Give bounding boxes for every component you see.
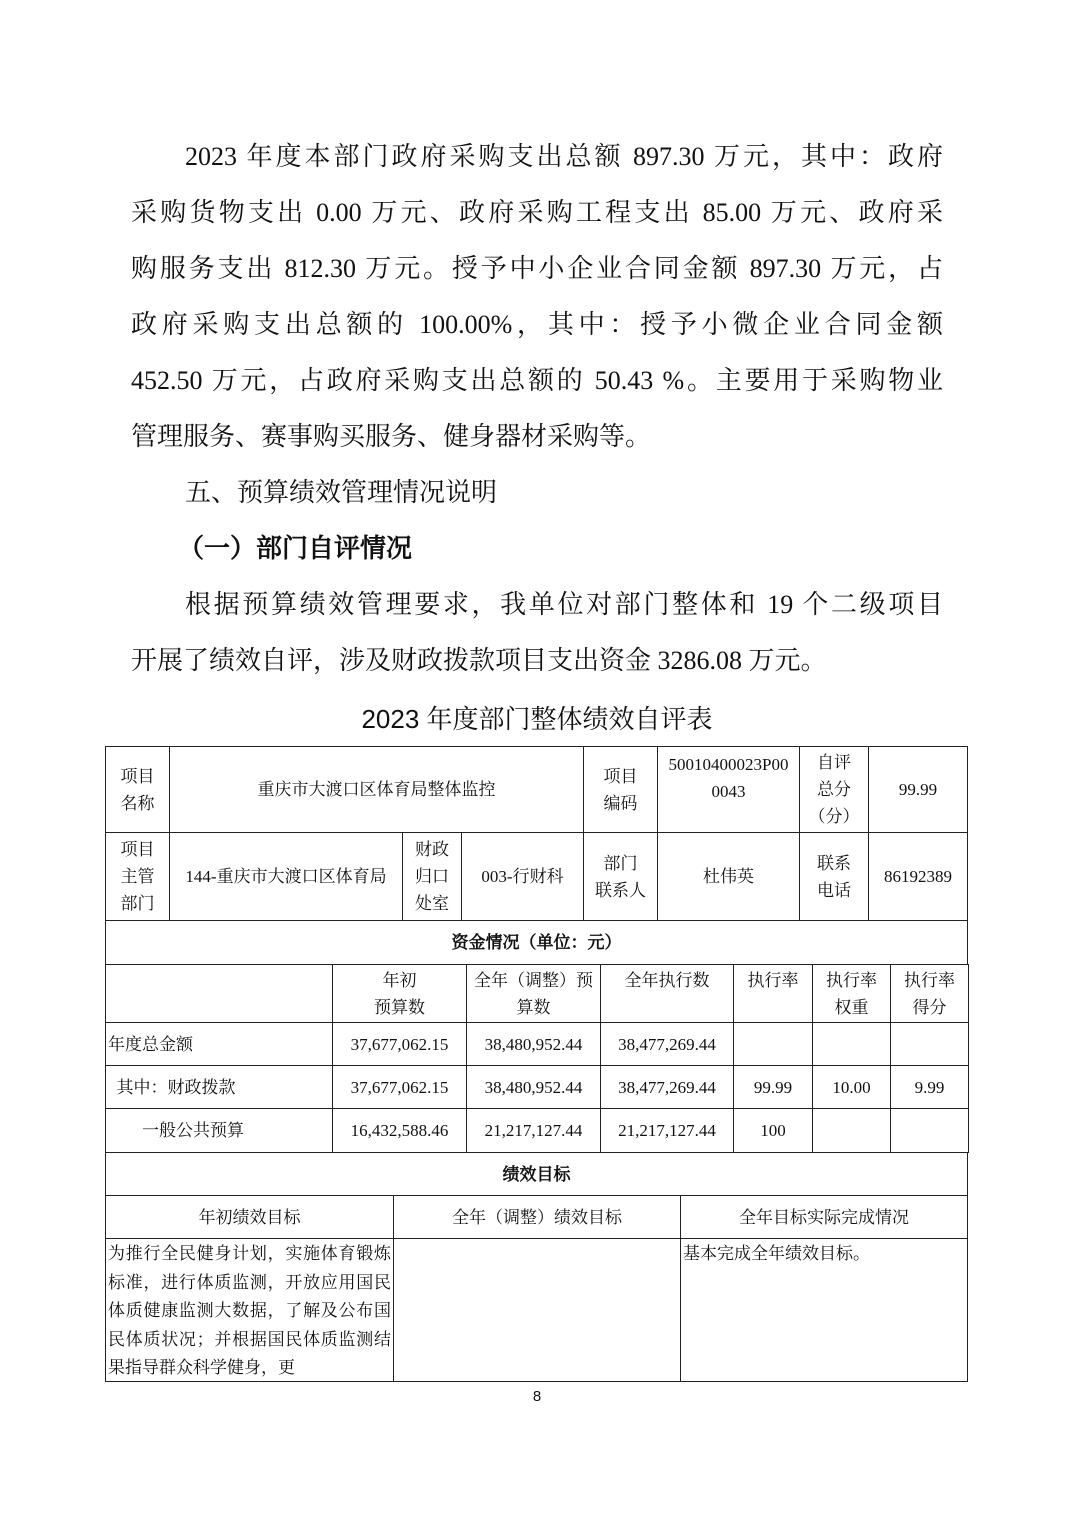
text-line: 452.50 万元，占政府采购支出总额的 50.43 %。主要用于采购物业 [131, 366, 943, 395]
fund-cell: 10.00 [812, 1065, 891, 1109]
fund-cell: 38,477,269.44 [600, 1022, 734, 1066]
fund-cell [812, 1022, 891, 1066]
perf-adjusted-goal [393, 1238, 681, 1382]
dept: 144-重庆市大渡口区体育局 [169, 832, 403, 921]
fund-col-header: 执行率 得分 [890, 964, 969, 1023]
section-heading: 五、预算绩效管理情况说明 [185, 478, 498, 508]
project-code-label: 项目 编码 [583, 746, 658, 833]
fund-cell: 16,432,588.46 [332, 1108, 467, 1153]
fund-cell: 38,477,269.44 [600, 1065, 734, 1109]
text-line: 管理服务、赛事购买服务、健身器材采购等。 [131, 422, 652, 451]
self-score: 99.99 [868, 746, 968, 833]
contact: 杜伟英 [657, 832, 800, 921]
fund-cell: 37,677,062.15 [332, 1022, 467, 1066]
finance-office-label: 财政 归口 处室 [402, 832, 462, 921]
subsection-heading: （一）部门自评情况 [178, 534, 413, 564]
fund-cell: 21,217,127.44 [466, 1108, 601, 1153]
phone: 86192389 [868, 832, 968, 921]
table-title: 2023 年度部门整体绩效自评表 [361, 704, 713, 734]
fund-cell: 其中：财政拨款 [105, 1065, 333, 1109]
fund-col-header: 执行率 [733, 964, 813, 1023]
fund-col-header [105, 964, 333, 1023]
text-line: 采购货物支出 0.00 万元、政府采购工程支出 85.00 万元、政府采 [131, 198, 943, 227]
fund-cell: 100 [733, 1108, 813, 1153]
project-name: 重庆市大渡口区体育局整体监控 [169, 746, 584, 833]
text-line: 政府采购支出总额的 100.00%，其中：授予小微企业合同金额 [131, 310, 943, 339]
project-name-label: 项目 名称 [105, 746, 170, 833]
contact-label: 部门 联系人 [583, 832, 658, 921]
finance-office: 003-行财科 [461, 832, 584, 921]
phone-label: 联系 电话 [799, 832, 869, 921]
fund-col-header: 年初 预算数 [332, 964, 467, 1023]
fund-col-header: 全年（调整）预 算数 [466, 964, 601, 1023]
text-line: 根据预算绩效管理要求，我单位对部门整体和 19 个二级项目 [185, 590, 943, 619]
fund-cell [890, 1108, 969, 1153]
perf-col-adjusted: 全年（调整）绩效目标 [393, 1195, 681, 1239]
fund-cell: 一般公共预算 [105, 1108, 333, 1153]
perf-col-initial: 年初绩效目标 [105, 1195, 394, 1239]
fund-cell [733, 1022, 813, 1066]
project-code: 50010400023P00 0043 [657, 746, 800, 833]
page-number: 8 [532, 1388, 542, 1405]
perf-actual: 基本完成全年绩效目标。 [680, 1238, 968, 1382]
perf-col-actual: 全年目标实际完成情况 [680, 1195, 968, 1239]
fund-cell [812, 1108, 891, 1153]
fund-cell: 38,480,952.44 [466, 1065, 601, 1109]
text-line: 开展了绩效自评，涉及财政拨款项目支出资金 3286.08 万元。 [131, 646, 827, 675]
fund-cell: 年度总金额 [105, 1022, 333, 1066]
fund-cell [890, 1022, 969, 1066]
fund-cell: 9.99 [890, 1065, 969, 1109]
fund-cell: 21,217,127.44 [600, 1108, 734, 1153]
perf-initial-goal: 为推行全民健身计划，实施体育锻炼标准，进行体质监测，开放应用国民体质健康监测大数据，了解及公布国民体质状况；并根据国民体质监测结果指导群众科学健身，更 [105, 1238, 394, 1382]
funds-header: 资金情况（单位：元） [105, 920, 968, 965]
perf-header: 绩效目标 [105, 1152, 968, 1196]
fund-cell: 38,480,952.44 [466, 1022, 601, 1066]
fund-cell: 99.99 [733, 1065, 813, 1109]
text-line: 购服务支出 812.30 万元。授予中小企业合同金额 897.30 万元，占 [131, 254, 943, 283]
dept-label: 项目 主管 部门 [105, 832, 170, 921]
fund-cell: 37,677,062.15 [332, 1065, 467, 1109]
text-line: 2023 年度本部门政府采购支出总额 897.30 万元，其中：政府 [185, 142, 943, 171]
self-score-label: 自评 总分 （分） [799, 746, 869, 833]
fund-col-header: 执行率 权重 [812, 964, 891, 1023]
fund-col-header: 全年执行数 [600, 964, 734, 1023]
